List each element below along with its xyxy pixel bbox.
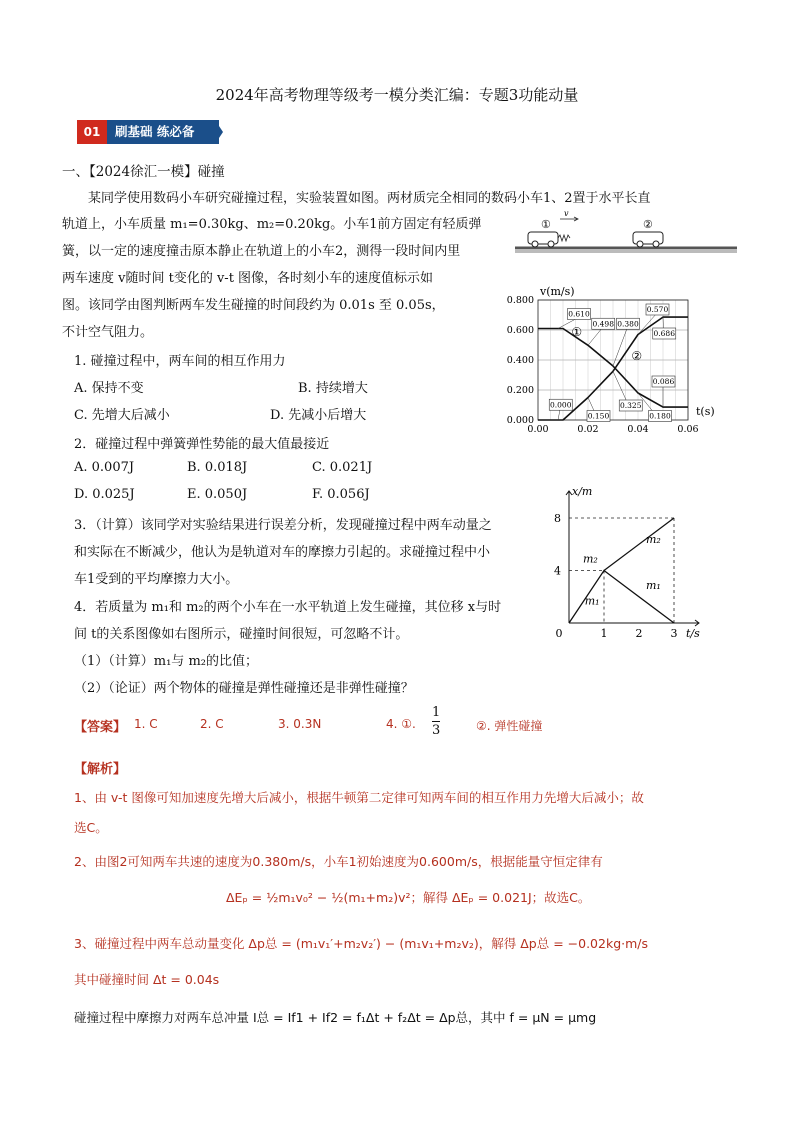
answer-4a: 4. ①. [386, 717, 416, 731]
q2-option-a: A. 0.007J [74, 460, 135, 475]
q3-line: 车1受到的平均摩擦力大小。 [74, 572, 239, 587]
v-t-y-tick-label: 0.800 [506, 295, 534, 306]
v-t-y-axis-label: v(m/s) [540, 285, 575, 298]
x-t-x-axis-label: t/s [686, 627, 700, 639]
q4-sub1: （1）（计算）m₁与 m₂的比值； [74, 654, 258, 669]
q3-line: 3．（计算）该同学对实验结果进行误差分析，发现碰撞过程中两车动量之 [74, 518, 492, 533]
x-t-series-label: m₂ [583, 552, 598, 566]
v-t-annotation-label: 0.000 [550, 400, 572, 410]
spring-icon [558, 235, 570, 241]
answer-fraction [432, 706, 440, 737]
intro-line: 轨道上，小车质量 m₁=0.30kg、m₂=0.20kg。小车1前方固定有轻质弹 [62, 217, 482, 232]
q2-option-d: D. 0.025J [74, 487, 135, 502]
intro-line: 两车速度 v随时间 t变化的 v-t 图像，各时刻小车的速度值标示如 [62, 271, 434, 286]
section-number: 01 [77, 120, 107, 144]
answer-1: 1. C [134, 717, 158, 731]
q3-line: 和实际在不断减少，他认为是轨道对车的摩擦力引起的。求碰撞过程中小 [74, 545, 491, 560]
q2-option-b: B. 0.018J [187, 460, 248, 475]
x-t-axes [554, 485, 700, 639]
x-t-series-label: m₂ [646, 532, 661, 546]
x-t-y-tick-label: 4 [554, 564, 561, 578]
x-t-series-label: m₁ [584, 594, 600, 608]
v-t-annotation-label: 0.380 [617, 319, 639, 329]
x-t-y-axis-label: x/m [572, 485, 593, 498]
x-t-x-tick-label: 0 [555, 627, 563, 639]
analysis-3b: 其中碰撞时间 Δt = 0.04s [74, 972, 220, 987]
v-t-annotation-label: 0.180 [649, 411, 671, 421]
x-t-chart [544, 483, 714, 639]
q2-option-f: F. 0.056J [312, 487, 370, 502]
q4-sub2: （2）（论证）两个物体的碰撞是弹性碰撞还是非弹性碰撞？ [74, 681, 414, 696]
v-t-x-tick-label: 0.04 [627, 424, 649, 435]
analysis-2: 2、由图2可知两车共速的速度为0.380m/s，小车1初始速度为0.600m/s，根据能量守恒定律有 [74, 854, 603, 869]
intro-line: 簧，以一定的速度撞击原本静止在轨道上的小车2，测得一段时间内里 [62, 244, 461, 259]
fraction-numerator: 1 [432, 705, 441, 720]
fraction-denominator: 3 [432, 723, 441, 738]
car-2-label: ② [643, 218, 653, 231]
answer-4b: ②. 弹性碰撞 [476, 719, 543, 733]
v-t-annotation-label: 0.086 [652, 377, 675, 386]
q1-option-c: C. 先增大后减小 [74, 408, 170, 423]
analysis-1a: 1、由 v-t 图像可知加速度先增大后减小，根据牛顿第二定律可知两车间的相互作用力先增大后减小；故 [74, 790, 644, 805]
q1-option-b: B. 持续增大 [298, 381, 368, 396]
velocity-label: v [564, 209, 569, 218]
v-t-x-tick-label: 0.06 [677, 424, 699, 435]
v-t-annotation-label: 0.610 [568, 309, 590, 319]
track-base [515, 249, 737, 253]
car-1-label: ① [541, 218, 551, 231]
x-t-series-line [604, 518, 674, 571]
x-t-x-tick-label: 1 [600, 627, 608, 639]
intro-line: 某同学使用数码小车研究碰撞过程，实验装置如图。两材质完全相同的数码小车1、2置于水平长直 [88, 191, 651, 206]
answer-2: 2. C [200, 717, 224, 731]
analysis-2-equation: ΔEₚ = ½m₁v₀² − ½(m₁+m₂)v²；解得 ΔEₚ = 0.021J；故选C。 [226, 890, 591, 905]
q2-option-e: E. 0.050J [187, 487, 248, 502]
v-t-y-tick-label: 0.000 [506, 415, 534, 426]
intro-line: 图。该同学由图判断两车发生碰撞的时间段约为 0.01s 至 0.05s， [62, 298, 445, 313]
x-t-y-tick-label: 8 [554, 512, 561, 525]
v-t-annotation-label: 0.686 [653, 329, 675, 338]
v-t-x-tick-label: 0.02 [577, 424, 599, 435]
analysis-3c: 碰撞过程中摩擦力对两车总冲量 I总 = If1 + If2 = f₁Δt + f₂Δt = Δp总，其中 f = μN = μmg [74, 1010, 597, 1025]
answer-label: 【答案】 [74, 720, 127, 735]
v-t-annotation-label: 0.570 [646, 305, 669, 314]
v-t-chart [498, 280, 724, 438]
q2-option-c: C. 0.021J [312, 460, 373, 475]
v-t-x-axis-label: t(s) [696, 405, 715, 418]
apparatus-diagram [515, 208, 740, 254]
banner-arrow [215, 120, 223, 144]
section-label: 刷基础 练必备 [107, 120, 219, 144]
q2-stem: 2．碰撞过程中弹簧弹性势能的最大值最接近 [74, 437, 330, 452]
x-t-x-tick-label: 2 [635, 627, 643, 639]
v-t-annotation-label: 0.498 [592, 319, 614, 329]
car-2 [633, 232, 663, 247]
v-t-y-tick-label: 0.200 [506, 385, 534, 396]
x-t-x-tick-label: 3 [670, 627, 678, 639]
answer-3: 3. 0.3N [278, 717, 322, 731]
car-1 [528, 232, 570, 247]
v-t-x-tick-label: 0.00 [527, 424, 549, 435]
page-title: 2024年高考物理等级考一模分类汇编：专题3功能动量 [215, 86, 579, 104]
q1-option-a: A. 保持不变 [74, 381, 144, 396]
analysis-label: 【解析】 [74, 762, 127, 777]
x-t-series [569, 518, 674, 623]
section-banner [77, 120, 222, 144]
v-t-annotation-label: 0.325 [620, 401, 642, 410]
analysis-3: 3、碰撞过程中两车总动量变化 Δp总 = (m₁v₁′+m₂v₂′) − (m₁v₁+m₂v₂)，解得 Δp总 = −0.02kg·m/s [74, 936, 648, 951]
analysis-1b: 选C。 [74, 820, 108, 835]
v-t-series-label: ② [631, 349, 643, 363]
q1-stem: 1. 碰撞过程中，两车间的相互作用力 [74, 354, 286, 369]
v-t-series-label: ① [571, 325, 583, 339]
q4-line: 4．若质量为 m₁和 m₂的两个小车在一水平轨道上发生碰撞，其位移 x与时 [74, 600, 502, 615]
q1-option-d: D. 先减小后增大 [270, 408, 367, 423]
v-t-annotation-label: 0.150 [587, 411, 610, 421]
q4-line: 间 t的关系图像如右图所示，碰撞时间很短，可忽略不计。 [74, 627, 409, 642]
x-t-series-label: m₁ [646, 578, 661, 592]
v-t-y-tick-label: 0.400 [506, 355, 534, 366]
question-heading: 一、【2024徐汇一模】碰撞 [62, 164, 225, 180]
intro-line: 不计空气阻力。 [62, 325, 154, 340]
v-t-y-tick-label: 0.600 [506, 325, 534, 336]
